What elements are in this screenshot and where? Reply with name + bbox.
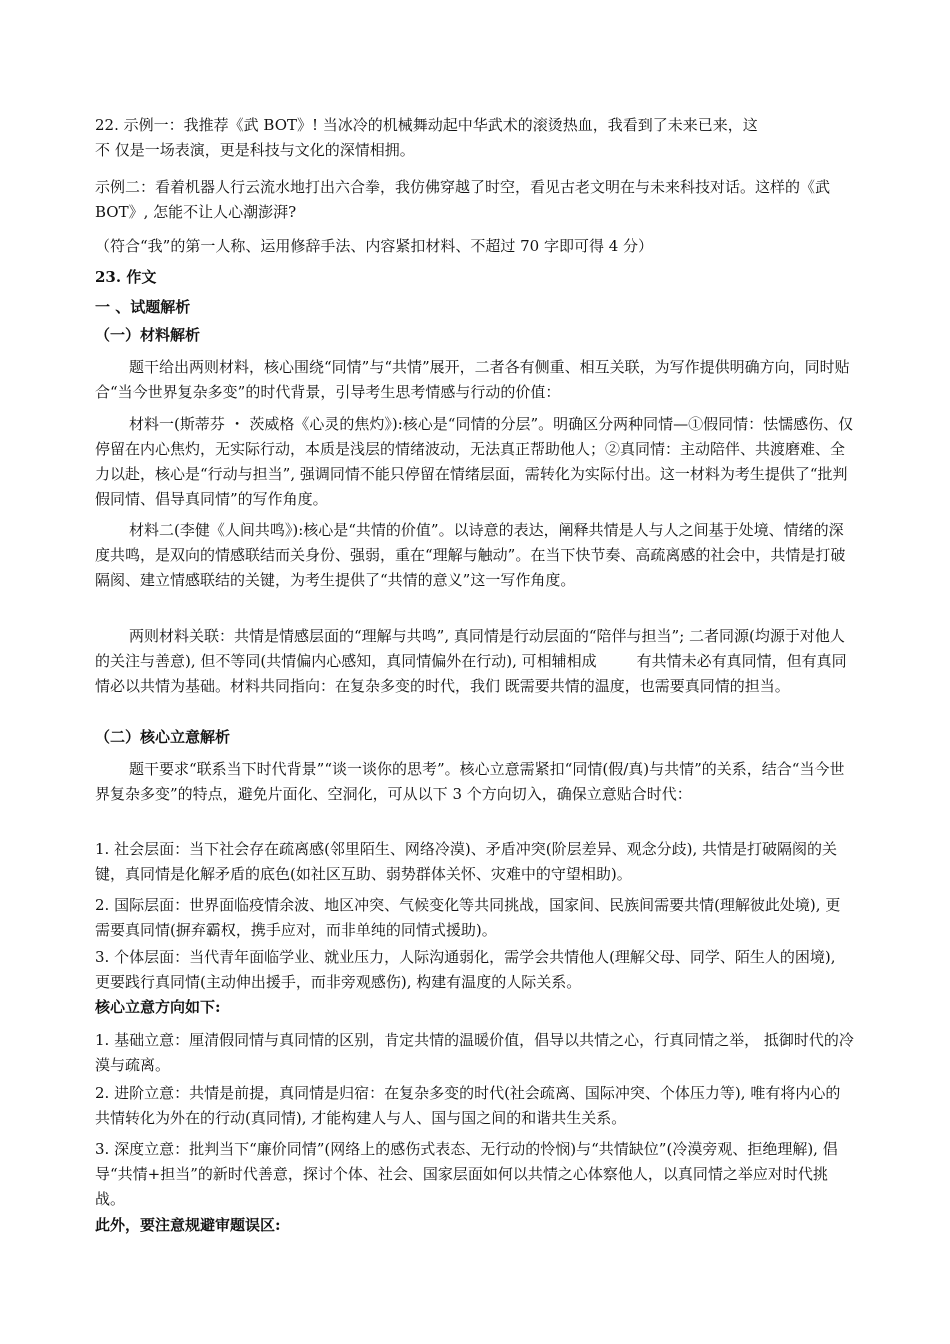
core-idea-advanced: 2. 进阶立意：共情是前提，真同情是归宿：在复杂多变的时代(社会疏离、国际冲突、个体压力等), 唯有将内心的共情转化为外在的行动(真同情), 才能构建人与人、国与国之间的和谐共生关系。 <box>95 1084 841 1127</box>
paragraph-intro: 题干给出两则材料，核心围绕“同情”与“共情”展开，二者各有侧重、相互关联，为写作提供明确方向，同时贴合“当今世界复杂多变”的时代背景，引导考生思考情感与行动的价值： <box>95 358 850 401</box>
paragraph-material-relation <box>95 624 855 699</box>
misreading-note: 此外，要注意规避审题误区: <box>95 1216 281 1234</box>
paragraph-material-one: 材料一(斯蒂芬 ・ 茨威格《心灵的焦灼》):核心是“同情的分层”。明确区分两种同情—①假同情：怯懦感伤、仅停留在内心焦灼，无实际行动，本质是浅层的情绪波动，无法真正帮助他人；②真同情：主动陪伴、共渡磨难、全力以赴，核心是“行动与担当”, 强调同情不能只停留在情绪层面，需转化为实际付出。这一材料为考生提供了“批判假同情、倡导真同情”的写作角度。 <box>95 415 854 508</box>
q22-example1 <box>95 113 855 163</box>
core-idea-basic: 1. 基础立意：厘清假同情与真同情的区别，肯定共情的温暖价值，倡导以共情之心，行真同情之举， 抵御时代的冷漠与疏离。 <box>95 1031 854 1074</box>
q22-scoring-note: （符合“我”的第一人称、运用修辞手法、内容紧扣材料、不超过 70 字即可得 4 分） <box>95 237 654 255</box>
list-item-international: 2. 国际层面：世界面临疫情余波、地区冲突、气候变化等共同挑战，国家间、民族间需要共情(理解彼此处境), 更需要真同情(摒弃霸权，携手应对，而非单纯的同情式援助)。 <box>95 896 841 939</box>
q22-example1-line2: 不 仅是一场表演，更是科技与文化的深情相拥。 <box>95 141 415 159</box>
list-item-social: 1. 社会层面：当下社会存在疏离感(邻里陌生、网络冷漠)、矛盾冲突(阶层差异、观念分歧), 共情是打破隔阂的关键，真同情是化解矛盾的底色(如社区互助、弱势群体关怀、灾难中的守望相助)。 <box>95 840 838 883</box>
core-direction-title: 核心立意方向如下: <box>95 998 221 1016</box>
subheading-material-analysis: （一）材料解析 <box>95 326 201 344</box>
core-idea-deep: 3. 深度立意：批判当下“廉价同情”(网络上的感伤式表态、无行动的怜悯)与“共情缺位”(冷漠旁观、拒绝理解), 倡导“共情+担当”的新时代善意，探讨个体、社会、国家层面如何以共情之心体察他人，以真同情之举应对时代挑战。 <box>95 1140 838 1208</box>
section-heading-analysis: 一 、试题解析 <box>95 298 191 316</box>
subheading-core-idea: （二）核心立意解析 <box>95 728 231 746</box>
q23-title: 23. 作文 <box>95 268 157 286</box>
relation-part-b: 有共情未必有真同情，但有真同情必以共情为基础。材料共同指向：在复杂多变的时代，我们 既需要共情的温度，也需要真同情的担当。 <box>95 652 847 695</box>
q22-example2: 示例二：看着机器人行云流水地打出六合拳，我仿佛穿越了时空，看见古老文明在与未来科技对话。这样的《武 BOT》, 怎能不让人心潮澎湃? <box>95 178 831 221</box>
paragraph-requirement: 题干要求“联系当下时代背景”“谈一谈你的思考”。核心立意需紧扣“同情(假/真)与共情”的关系，结合“当今世界复杂多变”的特点，避免片面化、空洞化，可从以下 3 个方向切入，确保立意贴合时代： <box>95 760 845 803</box>
q22-example1-line1: 22. 示例一：我推荐《武 BOT》! 当冰冷的机械舞动起中华武术的滚烫热血，我看到了未来已来，这 <box>95 116 758 134</box>
paragraph-material-two: 材料二(李健《人间共鸣》):核心是“共情的价值”。以诗意的表达，阐释共情是人与人之间基于处境、情绪的深度共鸣，是双向的情感联结而关身份、强弱，重在“理解与触动”。在当下快节奏、高疏离感的社会中，共情是打破隔阂、建立情感联结的关键，为考生提供了“共情的意义”这一写作角度。 <box>95 521 846 589</box>
list-item-individual: 3. 个体层面：当代青年面临学业、就业压力，人际沟通弱化，需学会共情他人(理解父母、同学、陌生人的困境), 更要践行真同情(主动伸出援手，而非旁观感伤), 构建有温度的人际关系。 <box>95 948 836 991</box>
relation-part-a: 两则材料关联：共情是情感层面的“理解与共鸣”, 真同情是行动层面的“陪伴与担当”; 二者同源(均源于对他人的关注与善意), 但不等同(共情偏内心感知，真同情偏外在行动), 可相辅相成 <box>95 627 845 670</box>
